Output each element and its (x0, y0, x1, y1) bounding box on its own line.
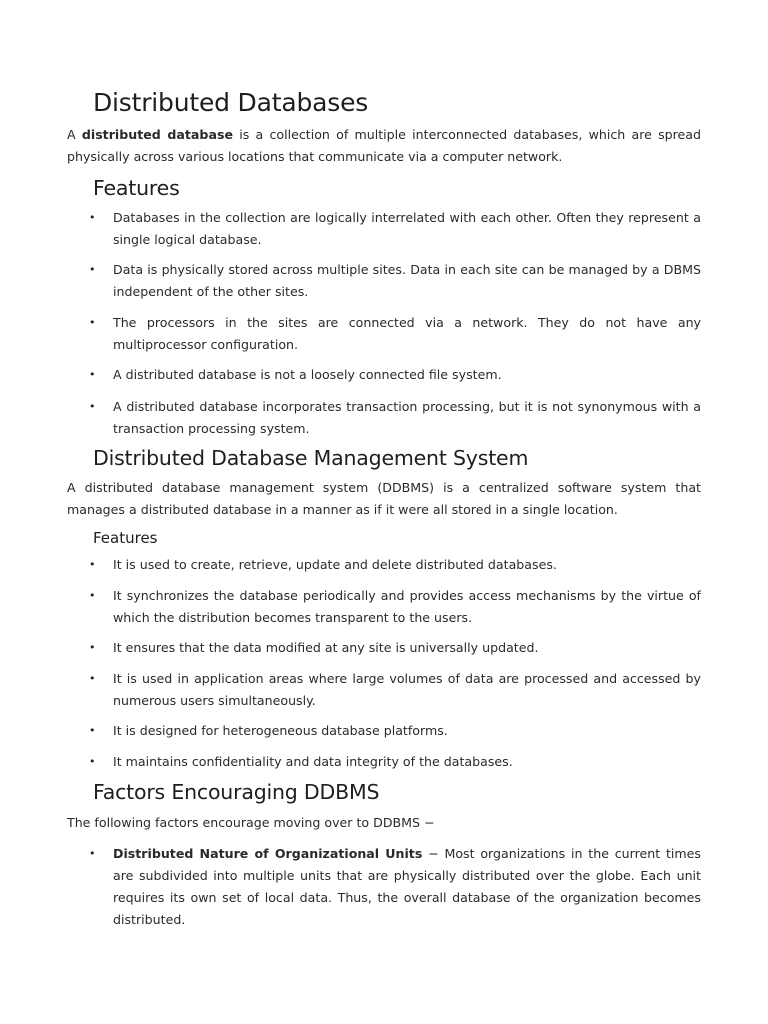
bullet-icon: • (89, 558, 96, 571)
list-item-text: It is designed for heterogeneous database platforms. (113, 723, 448, 738)
ddbms-features-heading: Features (93, 529, 158, 547)
list-item (89, 585, 701, 629)
factors-intro-paragraph: The following factors encourage moving over to DDBMS − (67, 815, 435, 830)
list-item-text: A distributed database is not a loosely connected file system. (113, 367, 502, 382)
page-title: Distributed Databases (93, 88, 369, 117)
list-item-text: It ensures that the data modified at any site is universally updated. (113, 640, 539, 655)
ddbms-heading: Distributed Database Management System (93, 446, 529, 470)
list-item (89, 751, 701, 773)
intro-prefix: A (67, 127, 82, 142)
list-item (89, 312, 701, 356)
bullet-icon: • (89, 672, 96, 685)
intro-paragraph (67, 124, 701, 168)
bullet-icon: • (89, 368, 96, 381)
ddbms-intro-paragraph: A distributed database management system (DDBMS) is a centralized software system that manages a distributed database in a manner as if it were all stored in a single location. (67, 480, 701, 517)
bullet-icon: • (89, 316, 96, 329)
list-item-text: It synchronizes the database periodically and provides access mechanisms by the virtue of which the distribution becomes transparent to the users. (113, 588, 701, 625)
bullet-icon: • (89, 641, 96, 654)
list-item (89, 668, 701, 712)
list-item-text: A distributed database incorporates transaction processing, but it is not synonymous with a transaction processing system. (113, 399, 701, 436)
bullet-icon: • (89, 263, 96, 276)
list-item (89, 554, 701, 576)
bullet-icon: • (89, 847, 96, 860)
bullet-icon: • (89, 589, 96, 602)
list-item (89, 843, 701, 931)
intro-bold-term: distributed database (81, 127, 233, 142)
bullet-icon: • (89, 724, 96, 737)
bullet-icon: • (89, 400, 96, 413)
bullet-icon: • (89, 211, 96, 224)
intro-rest: is a collection of multiple interconnected databases, which are spread physically across various locations that communicate via a computer network. (67, 127, 702, 164)
list-item-text: The processors in the sites are connected via a network. They do not have any multiprocessor configuration. (113, 315, 701, 352)
factor-bold-term: Distributed Nature of Organizational Units (113, 846, 423, 861)
list-item (89, 396, 701, 440)
list-item-text: It is used in application areas where large volumes of data are processed and accessed by numerous users simultaneously. (113, 671, 701, 708)
list-item-text: It is used to create, retrieve, update and delete distributed databases. (113, 557, 557, 572)
list-item-text: Data is physically stored across multiple sites. Data in each site can be managed by a DBMS independent of the other sites. (113, 262, 701, 299)
list-item-text: It maintains confidentiality and data integrity of the databases. (113, 754, 513, 769)
list-item (89, 637, 701, 659)
list-item (89, 207, 701, 251)
list-item-text: Databases in the collection are logically interrelated with each other. Often they represent a single logical database. (113, 210, 701, 247)
list-item (89, 364, 701, 386)
list-item (89, 720, 701, 742)
bullet-icon: • (89, 755, 96, 768)
features-heading: Features (93, 176, 180, 200)
factors-heading: Factors Encouraging DDBMS (93, 780, 380, 804)
factor-text: − Most organizations in the current times are subdivided into multiple units that are physically distributed over the globe. Each unit requires its own set of local data. Thus, the overall database of the organization becomes distributed. (113, 846, 701, 927)
list-item (89, 259, 701, 303)
